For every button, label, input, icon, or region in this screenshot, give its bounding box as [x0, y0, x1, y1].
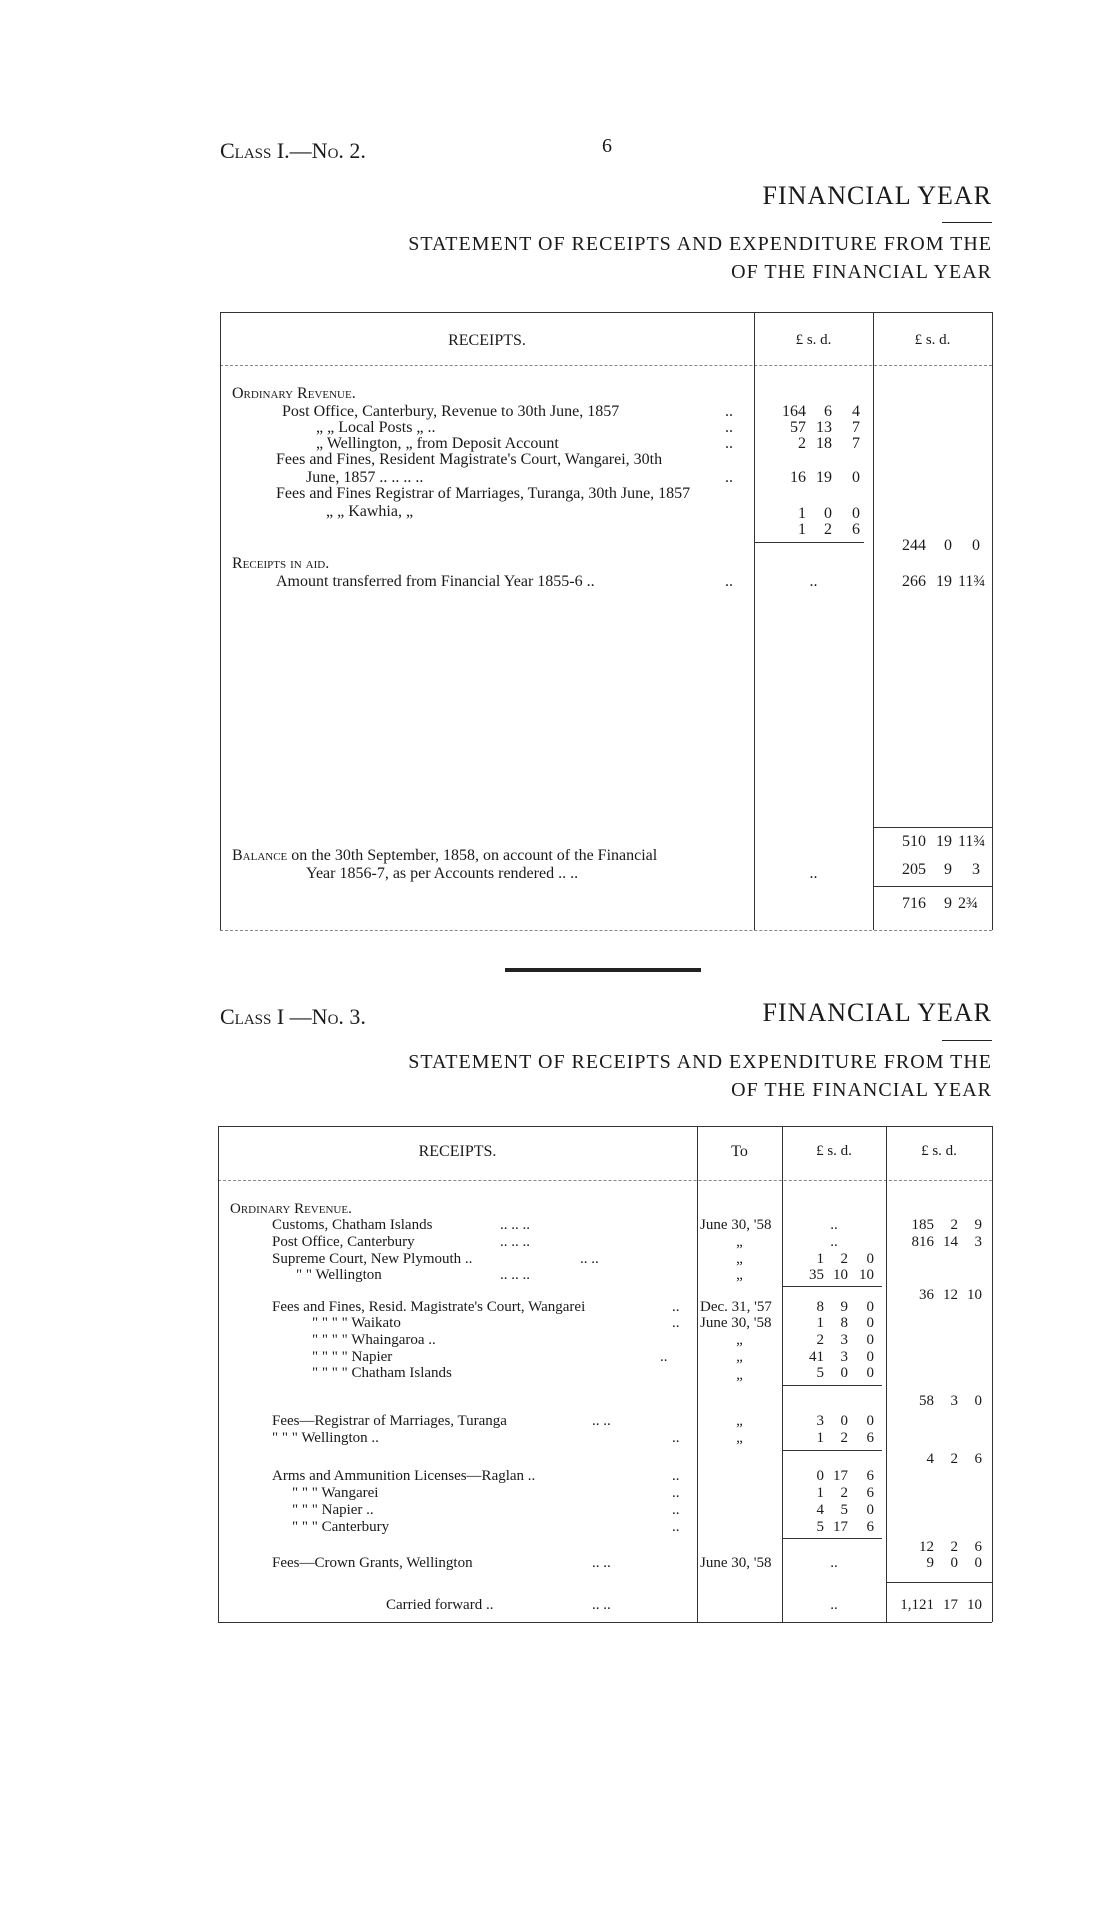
- row-text: „ Wellington, „ from Deposit Account: [316, 435, 559, 452]
- crown-row-shillings: 0: [950, 1555, 958, 1571]
- aid-row-dots: ..: [725, 573, 733, 590]
- row-shillings: 2: [824, 521, 832, 538]
- arms-row-pence: 0: [866, 1502, 874, 1518]
- crown-row-to: June 30, '58: [700, 1555, 772, 1571]
- col-divider-1: [782, 1126, 783, 1622]
- row-shillings: 2: [950, 1217, 958, 1233]
- carried-forward-dots: .. ..: [592, 1597, 611, 1613]
- row-text: Post Office, Canterbury: [272, 1234, 415, 1250]
- fees-row-pence: 0: [866, 1365, 874, 1381]
- header-pounds-2: £ s. d.: [921, 1143, 957, 1159]
- arms-row-shillings: 2: [840, 1485, 848, 1501]
- fees-row-shillings: 8: [840, 1315, 848, 1331]
- col-divider-1: [754, 312, 755, 930]
- row-shillings: 14: [943, 1234, 958, 1250]
- header-separator: [220, 365, 992, 366]
- left-border: [220, 312, 221, 930]
- arms-row-text: " " " Canterbury: [292, 1519, 390, 1535]
- fees-row-pounds: 1: [816, 1315, 824, 1331]
- subtotal-d-pounds: 12: [919, 1539, 934, 1555]
- fees-row-text: " " " " Napier: [312, 1349, 393, 1365]
- table-top-border: [218, 1126, 992, 1127]
- subtotal-a-pounds: 36: [919, 1287, 934, 1303]
- arms-row-pence: 6: [866, 1519, 874, 1535]
- reg-row-shillings: 2: [840, 1430, 848, 1446]
- row-to: „: [736, 1251, 743, 1267]
- row-pounds: 35: [809, 1267, 824, 1283]
- fees-row-to: Dec. 31, '57: [700, 1299, 772, 1315]
- arms-row-pence: 6: [866, 1485, 874, 1501]
- row-pence: 7: [852, 419, 860, 436]
- row-col1: ..: [830, 1217, 838, 1233]
- subtotal-c-shillings: 2: [950, 1451, 958, 1467]
- balance-text-1: on the 30th September, 1858, on account of the Financial: [291, 847, 658, 864]
- subtotal-pounds: 244: [902, 537, 926, 554]
- subtotal-a-pence: 10: [967, 1287, 982, 1303]
- subtotal-rule: [754, 542, 864, 543]
- row-text: " " Wellington: [296, 1267, 382, 1283]
- heading-rule: [942, 1040, 992, 1041]
- row-pounds: 1: [798, 505, 806, 522]
- statement-line-1: STATEMENT OF RECEIPTS AND EXPENDITURE FROM THE: [408, 1051, 992, 1073]
- arms-row-text: Arms and Ammunition Licenses—Raglan ..: [272, 1468, 536, 1484]
- aid-pence: 11¾: [958, 573, 986, 590]
- grand-total-rule: [873, 886, 992, 887]
- header-receipts: RECEIPTS.: [418, 1143, 497, 1160]
- reg-row-pounds: 3: [816, 1413, 824, 1429]
- right-border: [992, 312, 993, 930]
- fees-row-shillings: 3: [840, 1349, 848, 1365]
- fees-row-pence: 0: [866, 1315, 874, 1331]
- fees-row-pounds: 8: [816, 1299, 824, 1315]
- row-pounds: 2: [798, 435, 806, 452]
- aid-row-col1: ..: [809, 573, 818, 590]
- row-pounds: 57: [790, 419, 806, 436]
- row-dots: ..: [725, 469, 733, 486]
- table-bottom-border: [218, 1622, 992, 1623]
- balance-label: Balance: [232, 847, 288, 864]
- row-text: Fees and Fines Registrar of Marriages, Turanga, 30th June, 1857: [276, 485, 691, 502]
- arms-row-shillings: 17: [833, 1519, 848, 1535]
- statement-line-2: OF THE FINANCIAL YEAR: [731, 261, 992, 283]
- header-pounds-1: £ s. d.: [816, 1143, 852, 1159]
- reg-row-text: Fees—Registrar of Marriages, Turanga: [272, 1413, 507, 1429]
- row-pence: 0: [866, 1251, 874, 1267]
- reg-row-dots: .. ..: [592, 1413, 611, 1429]
- balance-text-2: Year 1856-7, as per Accounts rendered .. ..: [306, 865, 579, 882]
- balance-col1: ..: [809, 865, 818, 882]
- aid-pounds: 266: [902, 573, 926, 590]
- fees-row-pounds: 5: [816, 1365, 824, 1381]
- subtotal-b-pence: 0: [974, 1393, 982, 1409]
- financial-year-heading: FINANCIAL YEAR: [762, 181, 992, 210]
- table-top-border: [220, 312, 992, 313]
- row-dots: .. .. ..: [500, 1267, 530, 1283]
- carried-forward-pounds: 1,121: [900, 1597, 934, 1613]
- subtotal-rule: [782, 1385, 882, 1386]
- row-pounds: 1: [798, 521, 806, 538]
- row-shillings: 19: [816, 469, 832, 486]
- fees-row-to: June 30, '58: [700, 1315, 772, 1331]
- subtotal-rule: [782, 1450, 882, 1451]
- row-text: Post Office, Canterbury, Revenue to 30th June, 1857: [282, 403, 620, 420]
- financial-year-heading: FINANCIAL YEAR: [762, 998, 992, 1027]
- row-shillings: 13: [816, 419, 832, 436]
- crown-row-pence: 0: [974, 1555, 982, 1571]
- reg-row-dots: ..: [672, 1430, 680, 1446]
- subtotal-c-pounds: 4: [926, 1451, 934, 1467]
- carried-rule: [886, 1582, 992, 1583]
- row-text: Fees and Fines, Resident Magistrate's Court, Wangarei, 30th: [276, 451, 663, 468]
- arms-row-dots: ..: [672, 1502, 680, 1518]
- row-pence: 0: [852, 505, 860, 522]
- arms-row-text: " " " Napier ..: [292, 1502, 374, 1518]
- section-ordinary-revenue: Ordinary Revenue.: [232, 385, 356, 402]
- row-dots: ..: [725, 419, 733, 436]
- row-shillings: 0: [824, 505, 832, 522]
- crown-row-pounds: 9: [926, 1555, 934, 1571]
- fees-row-shillings: 9: [840, 1299, 848, 1315]
- fees-row-text: Fees and Fines, Resid. Magistrate's Court, Wangarei: [272, 1299, 586, 1315]
- fees-row-pence: 0: [866, 1332, 874, 1348]
- subtotal-b-pounds: 58: [919, 1393, 934, 1409]
- subtotal-shillings: 0: [944, 537, 952, 554]
- row-col1: ..: [830, 1234, 838, 1250]
- row-pence: 9: [974, 1217, 982, 1233]
- fees-row-pence: 0: [866, 1349, 874, 1365]
- fees-row-to: „: [736, 1349, 743, 1365]
- row-text: Supreme Court, New Plymouth ..: [272, 1251, 473, 1267]
- subtotal-a-shillings: 12: [943, 1287, 958, 1303]
- row-pounds: 816: [911, 1234, 934, 1250]
- row-dots: .. .. ..: [500, 1234, 530, 1250]
- row-shillings: 6: [824, 403, 832, 420]
- row-to: „: [736, 1267, 743, 1283]
- class-label: Class I.—No. 2.: [220, 138, 366, 163]
- carried-forward-label: Carried forward ..: [386, 1597, 494, 1613]
- arms-row-dots: ..: [672, 1468, 680, 1484]
- row-text: „ „ Local Posts „ ..: [316, 419, 436, 436]
- col-divider-2: [873, 312, 874, 930]
- fees-row-pounds: 41: [809, 1349, 824, 1365]
- crown-row-text: Fees—Crown Grants, Wellington: [272, 1555, 473, 1571]
- right-border: [992, 1126, 993, 1622]
- statement-line-2: OF THE FINANCIAL YEAR: [731, 1079, 992, 1101]
- row-dots: .. ..: [580, 1251, 599, 1267]
- total-rule: [873, 827, 992, 828]
- subtotal-d-shillings: 2: [950, 1539, 958, 1555]
- row-pence: 3: [974, 1234, 982, 1250]
- grand-total-shillings: 9: [944, 895, 952, 912]
- carried-forward-shillings: 17: [943, 1597, 958, 1613]
- fees-row-text: " " " " Waikato: [312, 1315, 401, 1331]
- arms-row-pounds: 1: [816, 1485, 824, 1501]
- row-shillings: 2: [840, 1251, 848, 1267]
- arms-row-dots: ..: [672, 1519, 680, 1535]
- arms-row-pounds: 0: [816, 1468, 824, 1484]
- arms-row-pence: 6: [866, 1468, 874, 1484]
- reg-row-shillings: 0: [840, 1413, 848, 1429]
- arms-row-pounds: 4: [816, 1502, 824, 1518]
- fees-row-dots: ..: [672, 1315, 680, 1331]
- reg-row-to: „: [736, 1430, 743, 1446]
- fees-row-dots: ..: [672, 1299, 680, 1315]
- total-pounds: 510: [902, 833, 926, 850]
- header-pounds-1: £ s. d.: [795, 332, 832, 348]
- reg-row-pence: 6: [866, 1430, 874, 1446]
- crown-row-dots: .. ..: [592, 1555, 611, 1571]
- total-shillings: 19: [936, 833, 952, 850]
- arms-row-text: " " " Wangarei: [292, 1485, 379, 1501]
- fees-row-shillings: 3: [840, 1332, 848, 1348]
- aid-shillings: 19: [936, 573, 952, 590]
- fees-row-dots: ..: [660, 1349, 668, 1365]
- subtotal-pence: 0: [972, 537, 980, 554]
- row-text: June, 1857 .. .. .. ..: [306, 469, 424, 486]
- crown-row-col1: ..: [830, 1555, 838, 1571]
- carried-forward-pence: 10: [967, 1597, 982, 1613]
- header-receipts: RECEIPTS.: [448, 332, 526, 349]
- subtotal-rule: [782, 1538, 882, 1539]
- fees-row-shillings: 0: [840, 1365, 848, 1381]
- col-divider-2: [886, 1126, 887, 1622]
- row-text: Customs, Chatham Islands: [272, 1217, 433, 1233]
- balance-pounds: 205: [902, 861, 926, 878]
- row-pounds: 16: [790, 469, 806, 486]
- row-pence: 6: [852, 521, 860, 538]
- arms-row-shillings: 5: [840, 1502, 848, 1518]
- page-number: 6: [602, 135, 612, 157]
- balance-shillings: 9: [944, 861, 952, 878]
- row-shillings: 10: [833, 1267, 848, 1283]
- statement-line-1: STATEMENT OF RECEIPTS AND EXPENDITURE FROM THE: [408, 233, 992, 255]
- left-border: [218, 1126, 219, 1622]
- balance-pence: 3: [972, 861, 980, 878]
- grand-total-pence: 2¾: [958, 895, 978, 912]
- row-dots: .. .. ..: [500, 1217, 530, 1233]
- total-pence: 11¾: [958, 833, 986, 850]
- subtotal-c-pence: 6: [974, 1451, 982, 1467]
- row-pence: 0: [852, 469, 860, 486]
- subtotal-rule: [782, 1286, 882, 1287]
- header-to: To: [731, 1143, 748, 1160]
- section-ordinary-revenue: Ordinary Revenue.: [230, 1201, 352, 1217]
- row-shillings: 18: [816, 435, 832, 452]
- reg-row-pence: 0: [866, 1413, 874, 1429]
- reg-row-text: " " " Wellington ..: [272, 1430, 379, 1446]
- reg-row-pounds: 1: [816, 1430, 824, 1446]
- fees-row-to: „: [736, 1332, 743, 1348]
- subtotal-d-pence: 6: [974, 1539, 982, 1555]
- header-separator: [218, 1180, 992, 1181]
- aid-row-text: Amount transferred from Financial Year 1855-6 ..: [276, 573, 595, 590]
- fees-row-pounds: 2: [816, 1332, 824, 1348]
- grand-total-pounds: 716: [902, 895, 926, 912]
- section-receipts-in-aid: Receipts in aid.: [232, 555, 330, 572]
- row-pounds: 1: [816, 1251, 824, 1267]
- header-pounds-2: £ s. d.: [914, 332, 951, 348]
- subtotal-b-shillings: 3: [950, 1393, 958, 1409]
- arms-row-pounds: 5: [816, 1519, 824, 1535]
- row-dots: ..: [725, 403, 733, 420]
- arms-row-shillings: 17: [833, 1468, 848, 1484]
- section-divider: [505, 968, 701, 972]
- table-bottom-border: [220, 930, 992, 931]
- reg-row-to: „: [736, 1413, 743, 1429]
- row-pounds: 164: [782, 403, 806, 420]
- row-pence: 4: [852, 403, 860, 420]
- arms-row-dots: ..: [672, 1485, 680, 1501]
- fees-row-text: " " " " Whaingaroa ..: [312, 1332, 436, 1348]
- class-label: Class I —No. 3.: [220, 1004, 366, 1029]
- row-dots: ..: [725, 435, 733, 452]
- row-to: June 30, '58: [700, 1217, 772, 1233]
- fees-row-to: „: [736, 1367, 743, 1383]
- fees-row-text: " " " " Chatham Islands: [312, 1365, 452, 1381]
- row-pence: 10: [859, 1267, 874, 1283]
- row-to: „: [736, 1234, 743, 1250]
- fees-row-pence: 0: [866, 1299, 874, 1315]
- row-pence: 7: [852, 435, 860, 452]
- heading-rule: [942, 222, 992, 223]
- carried-forward-col1: ..: [830, 1597, 838, 1613]
- row-pounds: 185: [911, 1217, 934, 1233]
- row-text: „ „ Kawhia, „: [326, 503, 414, 520]
